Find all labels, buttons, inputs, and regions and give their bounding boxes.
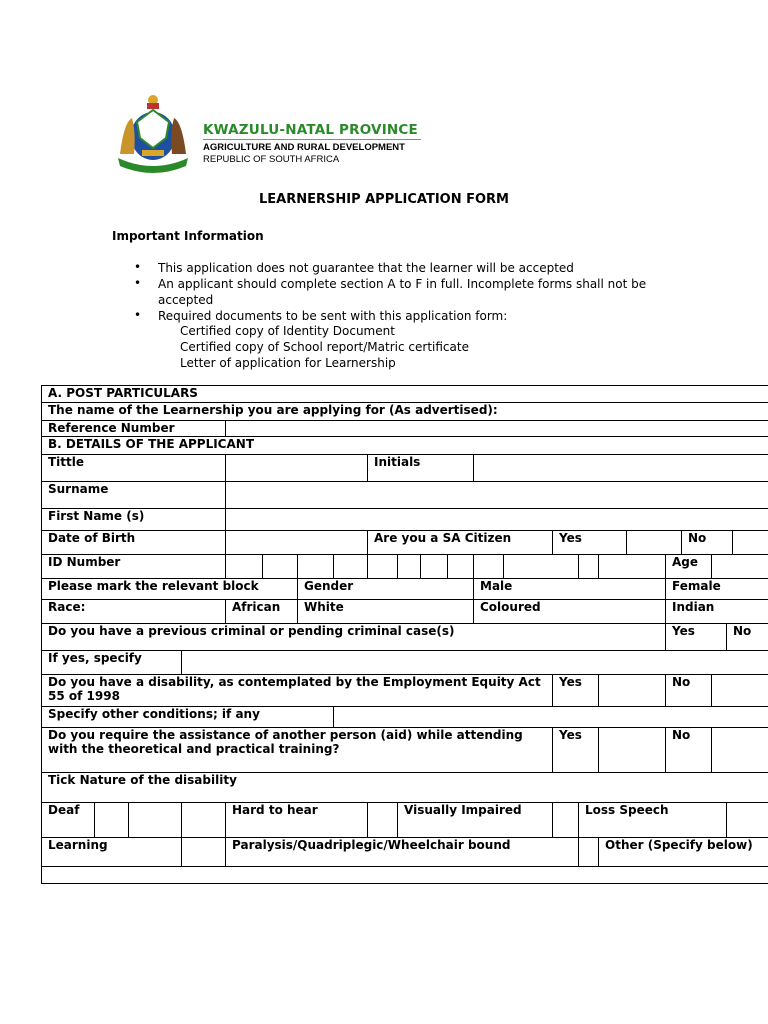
document-item: Certified copy of Identity Document [180,324,395,338]
deaf-label: Deaf [42,802,95,837]
male-option[interactable]: Male [474,578,666,599]
deaf-box[interactable] [95,802,129,837]
visually-impaired-label: Visually Impaired [398,802,553,837]
id-digit-box[interactable] [398,554,421,578]
id-digit-box[interactable] [474,554,504,578]
assistance-yes-label: Yes [553,728,599,773]
other-conditions-label: Specify other conditions; if any [42,707,334,728]
learnership-name-field[interactable]: The name of the Learnership you are applying for (As advertised): [42,403,768,421]
surname-label: Surname [42,482,226,509]
id-number-label: ID Number [42,554,226,578]
reference-number-input[interactable] [226,421,768,437]
other-conditions-input[interactable] [334,707,768,728]
reference-number-label: Reference Number [42,421,226,437]
initials-input[interactable] [474,455,768,482]
id-digit-box[interactable] [448,554,474,578]
race-coloured-option[interactable]: Coloured [474,599,666,623]
tittle-input[interactable] [226,455,368,482]
info-bullet: Required documents to be sent with this application form: [158,309,508,323]
tick-nature-label: Tick Nature of the disability [42,773,768,802]
id-digit-box[interactable] [579,554,599,578]
hard-to-hear-check-box[interactable] [368,802,398,837]
id-digit-box[interactable] [421,554,448,578]
assistance-question: Do you require the assistance of another person (aid) while attending with the theoretical and practical training? [42,728,553,773]
assistance-yes-box[interactable] [599,728,666,773]
sa-citizen-no-label: No [682,530,733,554]
criminal-no-option[interactable]: No [727,623,768,650]
important-info-heading: Important Information [112,229,264,243]
loss-speech-label: Loss Speech [579,802,727,837]
deaf-box-extra[interactable] [129,802,182,837]
section-b-heading: B. DETAILS OF THE APPLICANT [42,437,768,455]
gender-label: Gender [298,578,474,599]
bullet-icon: • [134,276,142,290]
criminal-yes-option[interactable]: Yes [666,623,727,650]
sa-citizen-no-box[interactable] [733,530,768,554]
bullet-icon: • [134,308,142,322]
id-digit-box[interactable] [599,554,666,578]
form-title: LEARNERSHIP APPLICATION FORM [258,192,509,207]
info-bullet-continued: accepted [158,293,214,307]
date-of-birth-input[interactable] [226,530,368,554]
department-name: AGRICULTURE AND RURAL DEVELOPMENT [203,142,405,153]
document-item: Letter of application for Learnership [180,356,396,370]
age-label: Age [666,554,712,578]
id-digit-box[interactable] [334,554,368,578]
disability-yes-box[interactable] [599,675,666,707]
surname-input[interactable] [226,482,768,509]
assistance-no-label: No [666,728,712,773]
id-digit-box[interactable] [226,554,263,578]
visually-impaired-box[interactable] [553,802,579,837]
other-specify-label: Other (Specify below) [599,837,768,866]
hard-to-hear-box[interactable] [182,802,226,837]
first-name-label: First Name (s) [42,509,226,530]
section-a-heading: A. POST PARTICULARS [42,386,768,403]
disability-no-label: No [666,675,712,707]
learning-label: Learning [42,837,182,866]
female-option[interactable]: Female [666,578,768,599]
if-yes-specify-input[interactable] [182,650,768,674]
sa-citizen-yes-box[interactable] [627,530,682,554]
race-label: Race: [42,599,226,623]
initials-label: Initials [368,455,474,482]
bullet-icon: • [134,260,142,274]
id-digit-box[interactable] [504,554,579,578]
disability-yes-label: Yes [553,675,599,707]
coat-of-arms-logo [112,92,194,174]
hard-to-hear-label: Hard to hear [226,802,368,837]
disability-no-box[interactable] [712,675,768,707]
loss-speech-box[interactable] [727,802,768,837]
criminal-case-question: Do you have a previous criminal or pending criminal case(s) [42,623,666,650]
info-bullet: An applicant should complete section A to F in full. Incomplete forms shall not be [158,277,647,291]
application-form-table [41,385,768,884]
tittle-label: Tittle [42,455,226,482]
info-bullet: This application does not guarantee that the learner will be accepted [158,261,574,275]
republic-name: REPUBLIC OF SOUTH AFRICA [203,154,340,165]
document-item: Certified copy of School report/Matric certificate [180,340,469,354]
id-digit-box[interactable] [263,554,298,578]
paralysis-label: Paralysis/Quadriplegic/Wheelchair bound [226,837,579,866]
sa-citizen-yes-label: Yes [553,530,627,554]
first-name-input[interactable] [226,509,768,530]
id-digit-box[interactable] [298,554,334,578]
other-specify-input[interactable] [42,866,768,883]
age-input[interactable] [712,554,768,578]
date-of-birth-label: Date of Birth [42,530,226,554]
mark-block-label: Please mark the relevant block [42,578,298,599]
learning-box[interactable] [182,837,226,866]
province-name: KWAZULU-NATAL PROVINCE [203,122,418,138]
sa-citizen-label: Are you a SA Citizen [368,530,553,554]
assistance-no-box[interactable] [712,728,768,773]
id-digit-box[interactable] [368,554,398,578]
race-african-option[interactable]: African [226,599,298,623]
race-indian-option[interactable]: Indian [666,599,768,623]
if-yes-specify-label: If yes, specify [42,650,182,674]
race-white-option[interactable]: White [298,599,474,623]
disability-question: Do you have a disability, as contemplated by the Employment Equity Act 55 of 1998 [42,675,553,707]
header-divider [203,139,421,140]
paralysis-box[interactable] [579,837,599,866]
